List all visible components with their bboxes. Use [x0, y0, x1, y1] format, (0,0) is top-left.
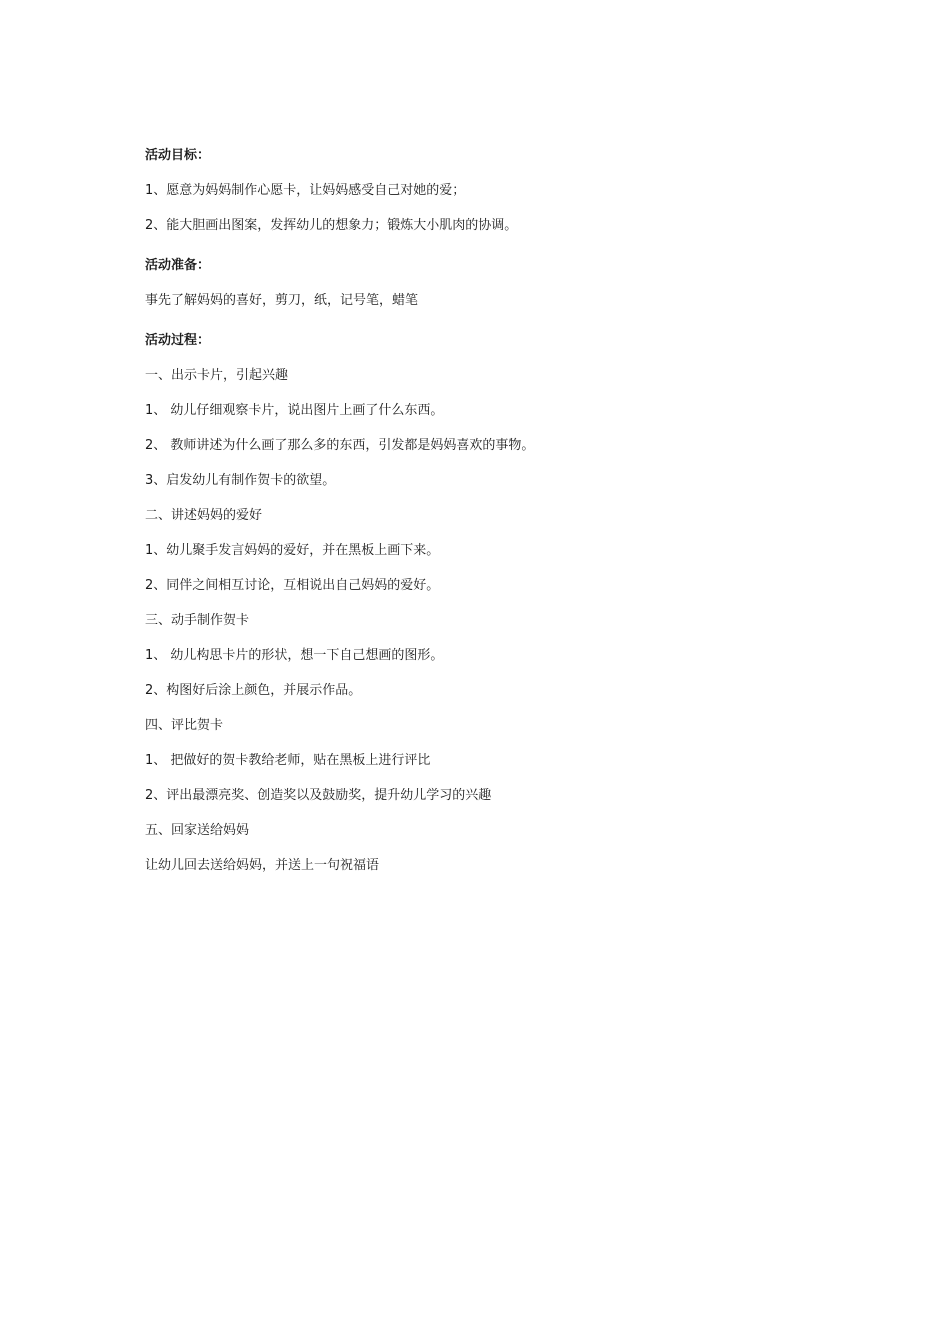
- process-step-item: 1、 幼儿构思卡片的形状，想一下自己想画的图形。: [145, 648, 444, 663]
- goal-item: 2、能大胆画出图案，发挥幼儿的想象力；锻炼大小肌肉的协调。: [145, 218, 518, 233]
- process-step-item: 1、幼儿聚手发言妈妈的爱好，并在黑板上画下来。: [145, 543, 440, 558]
- preparation-text: 事先了解妈妈的喜好，剪刀，纸，记号笔，蜡笔: [145, 293, 419, 308]
- process-step-item: 1、 把做好的贺卡教给老师，贴在黑板上进行评比: [145, 753, 431, 768]
- goal-item: 1、愿意为妈妈制作心愿卡，让妈妈感受自己对她的爱；: [145, 183, 466, 198]
- process-step-item: 让幼儿回去送给妈妈，并送上一句祝福语: [145, 858, 380, 873]
- process-heading: 活动过程：: [145, 333, 211, 348]
- process-step-title: 三、动手制作贺卡: [145, 613, 250, 628]
- process-step-title: 四、评比贺卡: [145, 718, 224, 733]
- process-step-item: 2、评出最漂亮奖、创造奖以及鼓励奖，提升幼儿学习的兴趣: [145, 788, 492, 803]
- process-step-item: 2、构图好后涂上颜色，并展示作品。: [145, 683, 362, 698]
- process-step-title: 二、讲述妈妈的爱好: [145, 508, 263, 523]
- process-step-item: 1、 幼儿仔细观察卡片，说出图片上画了什么东西。: [145, 403, 444, 418]
- preparation-heading: 活动准备：: [145, 258, 211, 273]
- process-step-item: 2、同伴之间相互讨论，互相说出自己妈妈的爱好。: [145, 578, 440, 593]
- process-step-item: 2、 教师讲述为什么画了那么多的东西，引发都是妈妈喜欢的事物。: [145, 438, 535, 453]
- document-body: [145, 146, 825, 891]
- goals-heading: 活动目标：: [145, 148, 211, 163]
- process-step-title: 一、出示卡片，引起兴趣: [145, 368, 289, 383]
- process-step-item: 3、启发幼儿有制作贺卡的欲望。: [145, 473, 336, 488]
- process-step-title: 五、回家送给妈妈: [145, 823, 250, 838]
